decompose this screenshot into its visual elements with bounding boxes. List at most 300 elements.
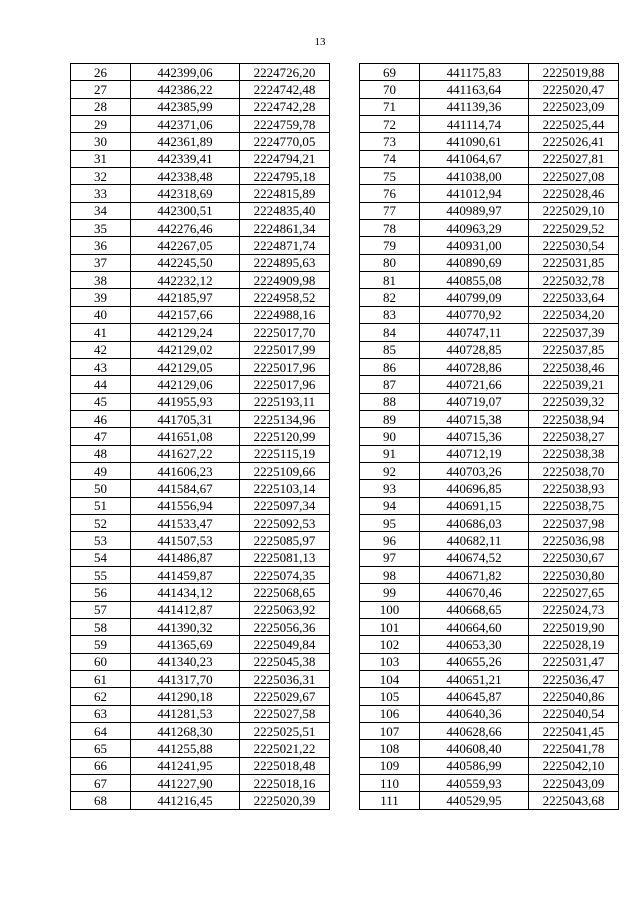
point-number-cell: 45 xyxy=(71,393,131,410)
x-coordinate-cell: 440703,26 xyxy=(420,462,529,479)
x-coordinate-cell: 440963,29 xyxy=(420,220,529,237)
x-coordinate-cell: 441255,88 xyxy=(131,740,240,757)
x-coordinate-cell: 441584,67 xyxy=(131,480,240,497)
point-number-cell: 90 xyxy=(360,428,420,445)
y-coordinate-cell: 2225034,20 xyxy=(529,306,619,323)
point-number-cell: 71 xyxy=(360,98,420,115)
x-coordinate-cell: 440640,36 xyxy=(420,705,529,722)
y-coordinate-cell: 2225103,14 xyxy=(240,480,330,497)
y-coordinate-cell: 2225038,94 xyxy=(529,410,619,427)
y-coordinate-cell: 2224871,74 xyxy=(240,237,330,254)
point-number-cell: 96 xyxy=(360,532,420,549)
x-coordinate-cell: 442157,66 xyxy=(131,306,240,323)
point-number-cell: 36 xyxy=(71,237,131,254)
y-coordinate-cell: 2225028,46 xyxy=(529,185,619,202)
point-number-cell: 38 xyxy=(71,272,131,289)
table-row xyxy=(360,324,619,341)
point-number-cell: 62 xyxy=(71,688,131,705)
point-number-cell: 82 xyxy=(360,289,420,306)
table-row xyxy=(71,688,330,705)
y-coordinate-cell: 2225037,98 xyxy=(529,514,619,531)
table-row xyxy=(360,64,619,81)
y-coordinate-cell: 2225018,48 xyxy=(240,757,330,774)
table-row xyxy=(360,636,619,653)
y-coordinate-cell: 2225027,81 xyxy=(529,150,619,167)
x-coordinate-cell: 441163,64 xyxy=(420,81,529,98)
y-coordinate-cell: 2225039,32 xyxy=(529,393,619,410)
y-coordinate-cell: 2225027,08 xyxy=(529,168,619,185)
x-coordinate-cell: 440770,92 xyxy=(420,306,529,323)
table-row xyxy=(71,723,330,740)
x-coordinate-cell: 441317,70 xyxy=(131,671,240,688)
x-coordinate-cell: 441241,95 xyxy=(131,757,240,774)
point-number-cell: 39 xyxy=(71,289,131,306)
x-coordinate-cell: 440696,85 xyxy=(420,480,529,497)
point-number-cell: 98 xyxy=(360,566,420,583)
table-row xyxy=(360,688,619,705)
x-coordinate-cell: 440855,08 xyxy=(420,272,529,289)
x-coordinate-cell: 440628,66 xyxy=(420,723,529,740)
y-coordinate-cell: 2225028,19 xyxy=(529,636,619,653)
y-coordinate-cell: 2225017,96 xyxy=(240,358,330,375)
table-row xyxy=(360,237,619,254)
coordinates-table-right xyxy=(359,63,619,810)
point-number-cell: 52 xyxy=(71,514,131,531)
point-number-cell: 47 xyxy=(71,428,131,445)
x-coordinate-cell: 442129,24 xyxy=(131,324,240,341)
x-coordinate-cell: 441139,36 xyxy=(420,98,529,115)
x-coordinate-cell: 440715,38 xyxy=(420,410,529,427)
x-coordinate-cell: 441533,47 xyxy=(131,514,240,531)
point-number-cell: 58 xyxy=(71,619,131,636)
point-number-cell: 84 xyxy=(360,324,420,341)
point-number-cell: 59 xyxy=(71,636,131,653)
point-number-cell: 30 xyxy=(71,133,131,150)
point-number-cell: 85 xyxy=(360,341,420,358)
table-row xyxy=(360,410,619,427)
x-coordinate-cell: 442185,97 xyxy=(131,289,240,306)
point-number-cell: 78 xyxy=(360,220,420,237)
point-number-cell: 79 xyxy=(360,237,420,254)
coordinates-table-left xyxy=(70,63,330,810)
table-row xyxy=(360,480,619,497)
point-number-cell: 64 xyxy=(71,723,131,740)
y-coordinate-cell: 2225041,45 xyxy=(529,723,619,740)
y-coordinate-cell: 2225063,92 xyxy=(240,601,330,618)
y-coordinate-cell: 2225038,75 xyxy=(529,497,619,514)
point-number-cell: 49 xyxy=(71,462,131,479)
table-row xyxy=(71,185,330,202)
x-coordinate-cell: 440559,93 xyxy=(420,775,529,792)
table-row xyxy=(360,81,619,98)
table-row xyxy=(71,636,330,653)
y-coordinate-cell: 2225020,39 xyxy=(240,792,330,809)
x-coordinate-cell: 441606,23 xyxy=(131,462,240,479)
y-coordinate-cell: 2224988,16 xyxy=(240,306,330,323)
table-row xyxy=(360,116,619,133)
table-row xyxy=(360,220,619,237)
x-coordinate-cell: 442339,41 xyxy=(131,150,240,167)
x-coordinate-cell: 442399,06 xyxy=(131,64,240,81)
x-coordinate-cell: 440747,11 xyxy=(420,324,529,341)
x-coordinate-cell: 440668,65 xyxy=(420,601,529,618)
point-number-cell: 68 xyxy=(71,792,131,809)
x-coordinate-cell: 442386,22 xyxy=(131,81,240,98)
x-coordinate-cell: 441556,94 xyxy=(131,497,240,514)
point-number-cell: 55 xyxy=(71,566,131,583)
point-number-cell: 77 xyxy=(360,202,420,219)
table-row xyxy=(360,445,619,462)
x-coordinate-cell: 442267,05 xyxy=(131,237,240,254)
y-coordinate-cell: 2225030,80 xyxy=(529,566,619,583)
y-coordinate-cell: 2224815,89 xyxy=(240,185,330,202)
y-coordinate-cell: 2225134,96 xyxy=(240,410,330,427)
y-coordinate-cell: 2225097,34 xyxy=(240,497,330,514)
point-number-cell: 40 xyxy=(71,306,131,323)
table-row xyxy=(360,462,619,479)
y-coordinate-cell: 2225056,36 xyxy=(240,619,330,636)
point-number-cell: 95 xyxy=(360,514,420,531)
table-row xyxy=(360,705,619,722)
x-coordinate-cell: 441412,87 xyxy=(131,601,240,618)
point-number-cell: 67 xyxy=(71,775,131,792)
y-coordinate-cell: 2225045,38 xyxy=(240,653,330,670)
y-coordinate-cell: 2225031,85 xyxy=(529,254,619,271)
point-number-cell: 34 xyxy=(71,202,131,219)
table-row xyxy=(360,272,619,289)
x-coordinate-cell: 441290,18 xyxy=(131,688,240,705)
table-row xyxy=(71,289,330,306)
table-row xyxy=(360,671,619,688)
table-body-right xyxy=(360,64,619,810)
point-number-cell: 76 xyxy=(360,185,420,202)
x-coordinate-cell: 441038,00 xyxy=(420,168,529,185)
table-body-left xyxy=(71,64,330,810)
table-row xyxy=(71,428,330,445)
y-coordinate-cell: 2224759,78 xyxy=(240,116,330,133)
table-row xyxy=(360,775,619,792)
table-row xyxy=(71,202,330,219)
point-number-cell: 60 xyxy=(71,653,131,670)
table-row xyxy=(360,757,619,774)
table-row xyxy=(360,393,619,410)
table-row xyxy=(360,549,619,566)
x-coordinate-cell: 440721,66 xyxy=(420,376,529,393)
point-number-cell: 108 xyxy=(360,740,420,757)
point-number-cell: 28 xyxy=(71,98,131,115)
point-number-cell: 74 xyxy=(360,150,420,167)
table-row xyxy=(360,514,619,531)
y-coordinate-cell: 2225193,11 xyxy=(240,393,330,410)
x-coordinate-cell: 441705,31 xyxy=(131,410,240,427)
x-coordinate-cell: 442276,46 xyxy=(131,220,240,237)
point-number-cell: 69 xyxy=(360,64,420,81)
point-number-cell: 27 xyxy=(71,81,131,98)
x-coordinate-cell: 441434,12 xyxy=(131,584,240,601)
point-number-cell: 43 xyxy=(71,358,131,375)
table-row xyxy=(360,497,619,514)
point-number-cell: 91 xyxy=(360,445,420,462)
table-row xyxy=(71,671,330,688)
y-coordinate-cell: 2224742,28 xyxy=(240,98,330,115)
y-coordinate-cell: 2225031,47 xyxy=(529,653,619,670)
y-coordinate-cell: 2225074,35 xyxy=(240,566,330,583)
table-row xyxy=(360,601,619,618)
y-coordinate-cell: 2224742,48 xyxy=(240,81,330,98)
x-coordinate-cell: 441955,93 xyxy=(131,393,240,410)
point-number-cell: 26 xyxy=(71,64,131,81)
table-row xyxy=(360,341,619,358)
table-row xyxy=(360,358,619,375)
x-coordinate-cell: 440712,19 xyxy=(420,445,529,462)
table-row xyxy=(71,653,330,670)
x-coordinate-cell: 442129,02 xyxy=(131,341,240,358)
point-number-cell: 51 xyxy=(71,497,131,514)
x-coordinate-cell: 441281,53 xyxy=(131,705,240,722)
x-coordinate-cell: 442300,51 xyxy=(131,202,240,219)
point-number-cell: 54 xyxy=(71,549,131,566)
x-coordinate-cell: 440728,85 xyxy=(420,341,529,358)
y-coordinate-cell: 2224861,34 xyxy=(240,220,330,237)
point-number-cell: 65 xyxy=(71,740,131,757)
point-number-cell: 94 xyxy=(360,497,420,514)
point-number-cell: 73 xyxy=(360,133,420,150)
x-coordinate-cell: 440682,11 xyxy=(420,532,529,549)
table-row xyxy=(360,740,619,757)
point-number-cell: 88 xyxy=(360,393,420,410)
y-coordinate-cell: 2225017,70 xyxy=(240,324,330,341)
table-row xyxy=(360,168,619,185)
x-coordinate-cell: 440931,00 xyxy=(420,237,529,254)
point-number-cell: 109 xyxy=(360,757,420,774)
x-coordinate-cell: 442338,48 xyxy=(131,168,240,185)
table-row xyxy=(360,254,619,271)
table-row xyxy=(71,410,330,427)
y-coordinate-cell: 2225029,10 xyxy=(529,202,619,219)
table-row xyxy=(71,462,330,479)
table-row xyxy=(71,81,330,98)
y-coordinate-cell: 2225027,65 xyxy=(529,584,619,601)
x-coordinate-cell: 440645,87 xyxy=(420,688,529,705)
y-coordinate-cell: 2225038,27 xyxy=(529,428,619,445)
table-row xyxy=(71,341,330,358)
table-row xyxy=(71,168,330,185)
y-coordinate-cell: 2225040,54 xyxy=(529,705,619,722)
x-coordinate-cell: 440691,15 xyxy=(420,497,529,514)
table-row xyxy=(360,653,619,670)
y-coordinate-cell: 2225036,47 xyxy=(529,671,619,688)
x-coordinate-cell: 440989,97 xyxy=(420,202,529,219)
x-coordinate-cell: 442129,06 xyxy=(131,376,240,393)
y-coordinate-cell: 2225030,54 xyxy=(529,237,619,254)
table-row xyxy=(71,64,330,81)
y-coordinate-cell: 2224909,98 xyxy=(240,272,330,289)
point-number-cell: 29 xyxy=(71,116,131,133)
point-number-cell: 80 xyxy=(360,254,420,271)
y-coordinate-cell: 2225115,19 xyxy=(240,445,330,462)
table-row xyxy=(360,306,619,323)
y-coordinate-cell: 2225043,09 xyxy=(529,775,619,792)
point-number-cell: 75 xyxy=(360,168,420,185)
point-number-cell: 72 xyxy=(360,116,420,133)
point-number-cell: 92 xyxy=(360,462,420,479)
x-coordinate-cell: 441627,22 xyxy=(131,445,240,462)
table-row xyxy=(71,376,330,393)
point-number-cell: 105 xyxy=(360,688,420,705)
y-coordinate-cell: 2225026,41 xyxy=(529,133,619,150)
x-coordinate-cell: 440529,95 xyxy=(420,792,529,809)
point-number-cell: 33 xyxy=(71,185,131,202)
table-row xyxy=(360,619,619,636)
point-number-cell: 56 xyxy=(71,584,131,601)
x-coordinate-cell: 441340,23 xyxy=(131,653,240,670)
table-row xyxy=(71,133,330,150)
table-row xyxy=(71,705,330,722)
y-coordinate-cell: 2225040,86 xyxy=(529,688,619,705)
x-coordinate-cell: 440651,21 xyxy=(420,671,529,688)
point-number-cell: 81 xyxy=(360,272,420,289)
point-number-cell: 32 xyxy=(71,168,131,185)
point-number-cell: 97 xyxy=(360,549,420,566)
y-coordinate-cell: 2224726,20 xyxy=(240,64,330,81)
table-row xyxy=(71,584,330,601)
x-coordinate-cell: 440674,52 xyxy=(420,549,529,566)
point-number-cell: 93 xyxy=(360,480,420,497)
table-row xyxy=(71,98,330,115)
x-coordinate-cell: 441365,69 xyxy=(131,636,240,653)
table-row xyxy=(71,358,330,375)
table-row xyxy=(71,514,330,531)
y-coordinate-cell: 2225021,22 xyxy=(240,740,330,757)
y-coordinate-cell: 2225024,73 xyxy=(529,601,619,618)
y-coordinate-cell: 2225030,67 xyxy=(529,549,619,566)
x-coordinate-cell: 440586,99 xyxy=(420,757,529,774)
x-coordinate-cell: 441064,67 xyxy=(420,150,529,167)
point-number-cell: 48 xyxy=(71,445,131,462)
y-coordinate-cell: 2224770,05 xyxy=(240,133,330,150)
x-coordinate-cell: 441459,87 xyxy=(131,566,240,583)
y-coordinate-cell: 2225092,53 xyxy=(240,514,330,531)
x-coordinate-cell: 440890,69 xyxy=(420,254,529,271)
x-coordinate-cell: 441390,32 xyxy=(131,619,240,636)
point-number-cell: 63 xyxy=(71,705,131,722)
x-coordinate-cell: 441175,83 xyxy=(420,64,529,81)
table-row xyxy=(360,376,619,393)
table-row xyxy=(71,497,330,514)
y-coordinate-cell: 2225120,99 xyxy=(240,428,330,445)
y-coordinate-cell: 2225029,67 xyxy=(240,688,330,705)
y-coordinate-cell: 2225032,78 xyxy=(529,272,619,289)
point-number-cell: 70 xyxy=(360,81,420,98)
table-row xyxy=(71,220,330,237)
y-coordinate-cell: 2225017,96 xyxy=(240,376,330,393)
table-row xyxy=(360,150,619,167)
x-coordinate-cell: 440728,86 xyxy=(420,358,529,375)
y-coordinate-cell: 2225019,90 xyxy=(529,619,619,636)
point-number-cell: 42 xyxy=(71,341,131,358)
y-coordinate-cell: 2225036,31 xyxy=(240,671,330,688)
x-coordinate-cell: 441486,87 xyxy=(131,549,240,566)
x-coordinate-cell: 441216,45 xyxy=(131,792,240,809)
table-row xyxy=(360,289,619,306)
point-number-cell: 110 xyxy=(360,775,420,792)
y-coordinate-cell: 2225068,65 xyxy=(240,584,330,601)
point-number-cell: 50 xyxy=(71,480,131,497)
point-number-cell: 104 xyxy=(360,671,420,688)
y-coordinate-cell: 2225039,21 xyxy=(529,376,619,393)
table-row xyxy=(71,324,330,341)
x-coordinate-cell: 441268,30 xyxy=(131,723,240,740)
point-number-cell: 37 xyxy=(71,254,131,271)
table-row xyxy=(71,740,330,757)
table-row xyxy=(360,98,619,115)
table-row xyxy=(71,601,330,618)
y-coordinate-cell: 2225025,44 xyxy=(529,116,619,133)
y-coordinate-cell: 2225041,78 xyxy=(529,740,619,757)
y-coordinate-cell: 2225042,10 xyxy=(529,757,619,774)
table-row xyxy=(360,428,619,445)
table-row xyxy=(360,584,619,601)
x-coordinate-cell: 442371,06 xyxy=(131,116,240,133)
x-coordinate-cell: 441507,53 xyxy=(131,532,240,549)
x-coordinate-cell: 440670,46 xyxy=(420,584,529,601)
y-coordinate-cell: 2225081,13 xyxy=(240,549,330,566)
table-row xyxy=(360,792,619,809)
y-coordinate-cell: 2225038,46 xyxy=(529,358,619,375)
y-coordinate-cell: 2225020,47 xyxy=(529,81,619,98)
table-row xyxy=(360,566,619,583)
table-row xyxy=(71,480,330,497)
x-coordinate-cell: 440799,09 xyxy=(420,289,529,306)
table-row xyxy=(360,723,619,740)
point-number-cell: 106 xyxy=(360,705,420,722)
point-number-cell: 111 xyxy=(360,792,420,809)
y-coordinate-cell: 2225019,88 xyxy=(529,64,619,81)
table-row xyxy=(71,393,330,410)
x-coordinate-cell: 442232,12 xyxy=(131,272,240,289)
y-coordinate-cell: 2225018,16 xyxy=(240,775,330,792)
table-row xyxy=(360,202,619,219)
table-row xyxy=(71,532,330,549)
x-coordinate-cell: 440664,60 xyxy=(420,619,529,636)
table-row xyxy=(71,757,330,774)
point-number-cell: 44 xyxy=(71,376,131,393)
table-row xyxy=(71,237,330,254)
point-number-cell: 83 xyxy=(360,306,420,323)
table-row xyxy=(71,116,330,133)
x-coordinate-cell: 440715,36 xyxy=(420,428,529,445)
x-coordinate-cell: 440686,03 xyxy=(420,514,529,531)
table-row xyxy=(71,775,330,792)
y-coordinate-cell: 2225038,70 xyxy=(529,462,619,479)
y-coordinate-cell: 2224895,63 xyxy=(240,254,330,271)
y-coordinate-cell: 2224958,52 xyxy=(240,289,330,306)
page-number: 13 xyxy=(314,36,326,48)
point-number-cell: 31 xyxy=(71,150,131,167)
y-coordinate-cell: 2225037,85 xyxy=(529,341,619,358)
y-coordinate-cell: 2225049,84 xyxy=(240,636,330,653)
x-coordinate-cell: 441114,74 xyxy=(420,116,529,133)
x-coordinate-cell: 442245,50 xyxy=(131,254,240,271)
y-coordinate-cell: 2225027,58 xyxy=(240,705,330,722)
point-number-cell: 53 xyxy=(71,532,131,549)
point-number-cell: 66 xyxy=(71,757,131,774)
y-coordinate-cell: 2225109,66 xyxy=(240,462,330,479)
y-coordinate-cell: 2225023,09 xyxy=(529,98,619,115)
table-row xyxy=(71,150,330,167)
x-coordinate-cell: 440655,26 xyxy=(420,653,529,670)
point-number-cell: 35 xyxy=(71,220,131,237)
